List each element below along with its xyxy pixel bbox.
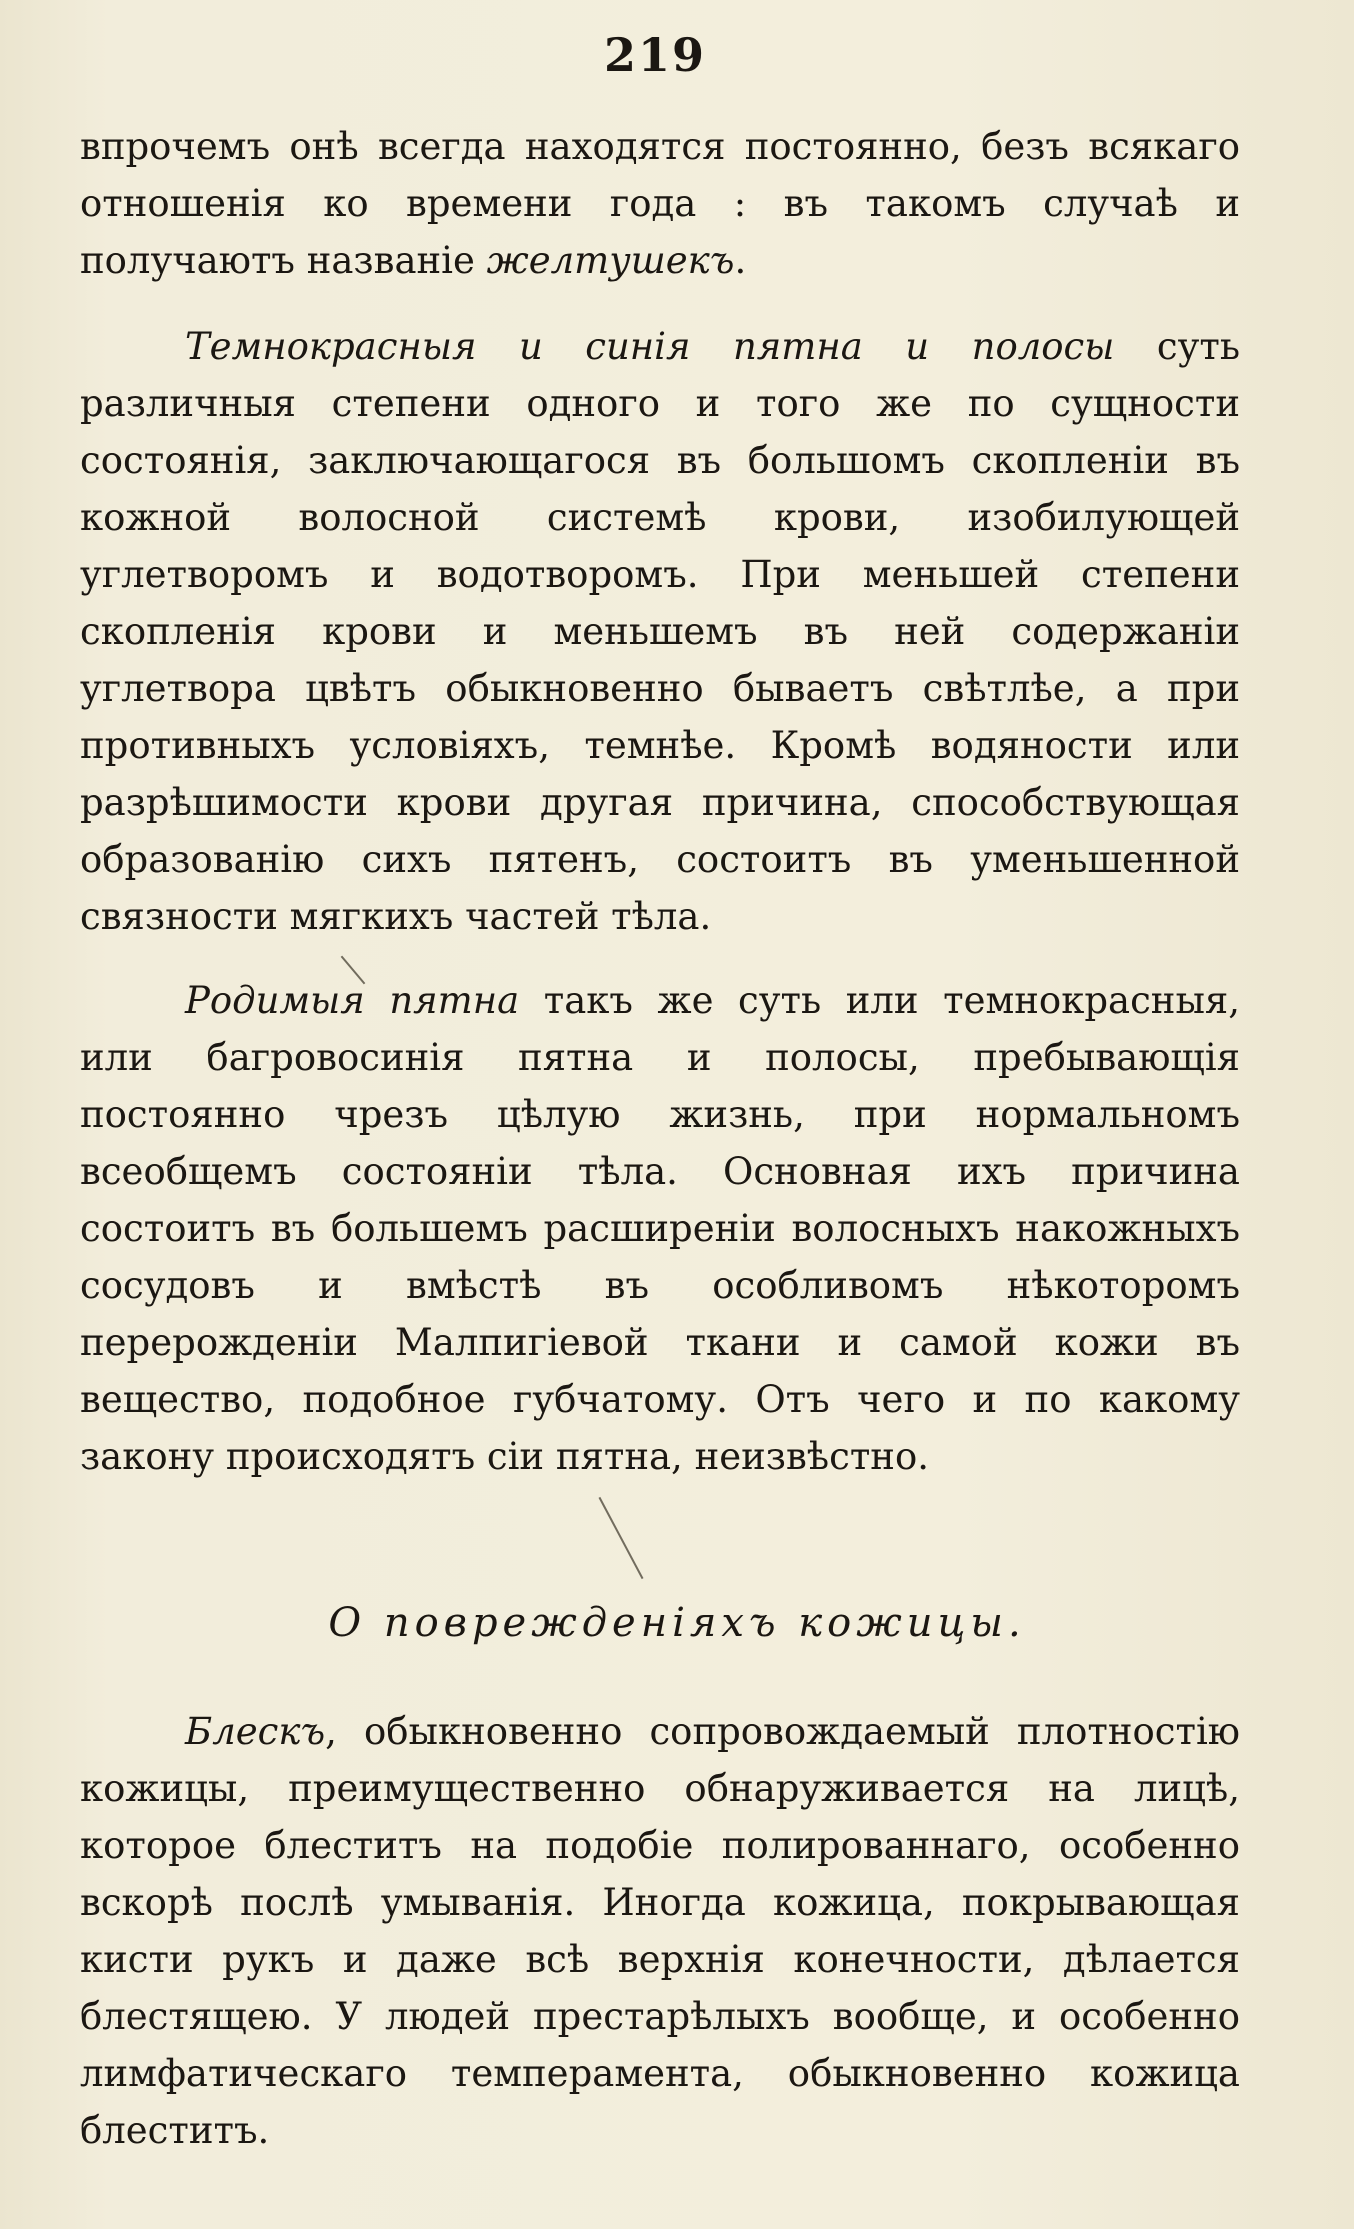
italic-term: Блескъ	[185, 1710, 326, 1753]
paragraph-text: , обыкновенно сопровождаемый плотностію кожицы, преимущественно обнаруживается на лицѣ, которое блеститъ на подобіе полированнаго, особенно вскорѣ послѣ умыванія. Иногда кожица, покрывающая кисти рукъ и даже всѣ верхнія конечности, дѣлается блестящею. У людей престарѣлыхъ вообще, и особенно лимфатическаго темперамента, обыкновенно кожица блеститъ.	[80, 1710, 1240, 2152]
paragraph-text: такъ же суть или темнокрасныя, или багровосинія пятна и полосы, пребывающія постоянно чрезъ цѣлую жизнь, при нормальномъ всеобщемъ состояніи тѣла. Основная ихъ причина состоитъ въ большемъ расширеніи волосныхъ накожныхъ сосудовъ и вмѣстѣ въ особливомъ нѣкоторомъ перерожденіи Малпигіевой ткани и самой кожи въ вещество, подобное губчатому. Отъ чего и по какому закону происходятъ сіи пятна, неизвѣстно.	[80, 979, 1240, 1478]
italic-term: Темнокрасныя и синія пятна и полосы	[185, 325, 1115, 368]
paragraph-tail: .	[734, 239, 747, 282]
page-number: 219	[603, 28, 707, 82]
paragraph-birthmarks	[80, 972, 1240, 1485]
italic-term: желтушекъ	[486, 239, 735, 282]
paragraph-continuation	[80, 118, 1240, 289]
paragraph-gloss	[80, 1703, 1240, 2159]
section-heading: О поврежденіяхъ кожицы.	[328, 1600, 1026, 1646]
paragraph-dark-red-spots	[80, 318, 1240, 945]
paragraph-text: суть различныя степени одного и того же по сущности состоянія, заключающагося въ большомъ скопленіи въ кожной волосной системѣ крови, изобилующей углетворомъ и водотворомъ. При меньшей степени скопленія крови и меньшемъ въ ней содержаніи углетвора цвѣтъ обыкновенно бываетъ свѣтлѣе, а при противныхъ условіяхъ, темнѣе. Кромѣ водяности или разрѣшимости крови другая причина, способствующая образованію сихъ пятенъ, состоитъ въ уменьшенной связности мягкихъ частей тѣла.	[80, 325, 1241, 938]
paragraph-text: впрочемъ онѣ всегда находятся постоянно, безъ всякаго отношенія ко времени года : въ такомъ случаѣ и получаютъ названіе	[80, 125, 1240, 282]
italic-term: Родимыя пятна	[185, 979, 520, 1022]
stray-pen-mark	[599, 1497, 644, 1579]
